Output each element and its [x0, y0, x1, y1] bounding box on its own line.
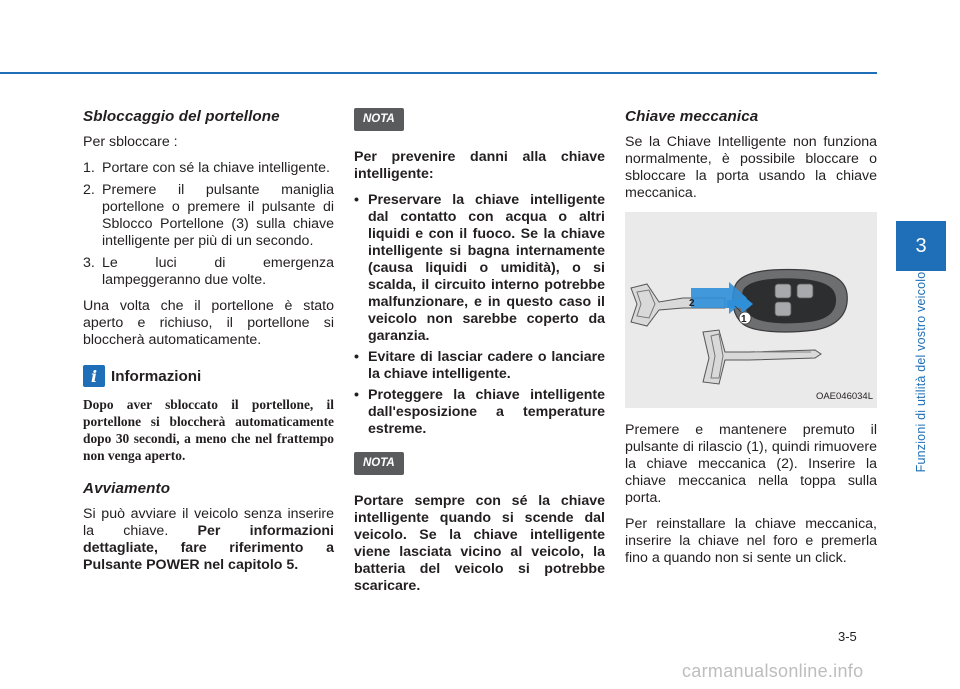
section-title-sbloccaggio: Sbloccaggio del portellone — [83, 108, 280, 125]
chapter-tab: 3 — [896, 221, 946, 271]
step-text: Le luci di emergenza lampeggeranno due volte. — [102, 255, 334, 288]
section-title-chiave: Chiave meccanica — [625, 108, 759, 125]
bullet-list — [354, 192, 605, 438]
watermark: carmanualsonline.info — [682, 661, 864, 681]
info-text: Dopo aver sbloccato il portellone, il portellone si bloccherà automaticamente dopo 30 secondi, a meno che nel frattempo non venga aperto. — [83, 397, 334, 463]
nota-badge: NOTA — [354, 108, 404, 131]
left-column — [83, 108, 334, 583]
avviamento-bold: Per informazioni dettagliate, fare riferimento a Pulsante POWER nel capitolo 5. — [83, 523, 334, 573]
steps-list — [83, 160, 334, 289]
list-item — [354, 349, 605, 383]
chiave-instructions: Premere e mantenere premuto il pulsante di rilascio (1), quindi rimuovere la chiave meccanica (2). Inserire la chiave meccanica nella toppa sulla porta. — [625, 422, 877, 506]
list-item — [354, 192, 605, 345]
list-item — [83, 182, 334, 250]
step-number: 2. — [83, 182, 95, 198]
bullet-dot: • — [354, 192, 359, 208]
step-number: 1. — [83, 160, 95, 176]
list-item — [83, 255, 334, 289]
avviamento-normal: Si può avviare il veicolo senza inserire la chiave. — [83, 506, 334, 539]
list-item — [83, 160, 334, 177]
step-text: Premere il pulsante maniglia portellone o premere il pulsante di Sblocco Portellone (3) sulla chiave intelligente per più di un secondo. — [102, 182, 334, 249]
figure-code: OAE046034L — [815, 391, 873, 402]
step-number: 3. — [83, 255, 95, 271]
chiave-reinstall: Per reinstallare la chiave meccanica, inserire la chiave nel foro e premerla fino a quando non si sente un click. — [625, 516, 877, 566]
bullet-text: Preservare la chiave intelligente dal contatto con acqua o altri liquidi e con il fuoco. Se la chiave intelligente si bagna internamente (causa liquidi o umidità), o si scalda, il circuito interno potrebbe malfunzionare, e in questo caso il veicolo non sarebbe coperto da garanzia. — [368, 192, 605, 344]
nota-intro: Per prevenire danni alla chiave intelligente: — [354, 149, 605, 182]
nota-badge: NOTA — [354, 452, 404, 475]
after-text: Una volta che il portellone è stato aperto e richiuso, il portellone si bloccherà automaticamente. — [83, 298, 334, 348]
smart-key-drawing — [625, 212, 877, 408]
section-title-avviamento: Avviamento — [83, 480, 171, 497]
callout-1: 1 — [741, 314, 747, 325]
right-column — [625, 108, 877, 576]
step-text: Portare con sé la chiave intelligente. — [102, 160, 330, 176]
intro-text: Per sbloccare : — [83, 134, 178, 150]
chapter-title: Funzioni di utilità del vostro veicolo — [914, 271, 928, 473]
page-number: 3-5 — [838, 629, 857, 644]
info-icon: i — [83, 365, 105, 387]
avviamento-text — [83, 506, 334, 574]
bullet-text: Proteggere la chiave intelligente dall'esposizione a temperature estreme. — [368, 387, 605, 437]
chiave-intro: Se la Chiave Intelligente non funziona normalmente, è possibile bloccare o sbloccare la porta usando la chiave meccanica. — [625, 134, 877, 201]
nota-wrap-1 — [354, 108, 605, 131]
bullet-text: Evitare di lasciar cadere o lanciare la chiave intelligente. — [368, 349, 605, 382]
nota2-text: Portare sempre con sé la chiave intelligente quando si scende dal veicolo. Se la chiave intelligente viene lasciata vicino al veicolo, la batteria del veicolo si potrebbe scaricare. — [354, 493, 605, 594]
nota-wrap-2 — [354, 452, 605, 475]
info-header — [83, 365, 334, 387]
bullet-dot: • — [354, 387, 359, 403]
info-title: Informazioni — [111, 367, 202, 385]
header-rule — [0, 72, 877, 74]
middle-column — [354, 108, 605, 604]
bullet-dot: • — [354, 349, 359, 365]
callout-2: 2 — [689, 298, 695, 309]
list-item — [354, 387, 605, 438]
key-illustration — [625, 212, 877, 408]
